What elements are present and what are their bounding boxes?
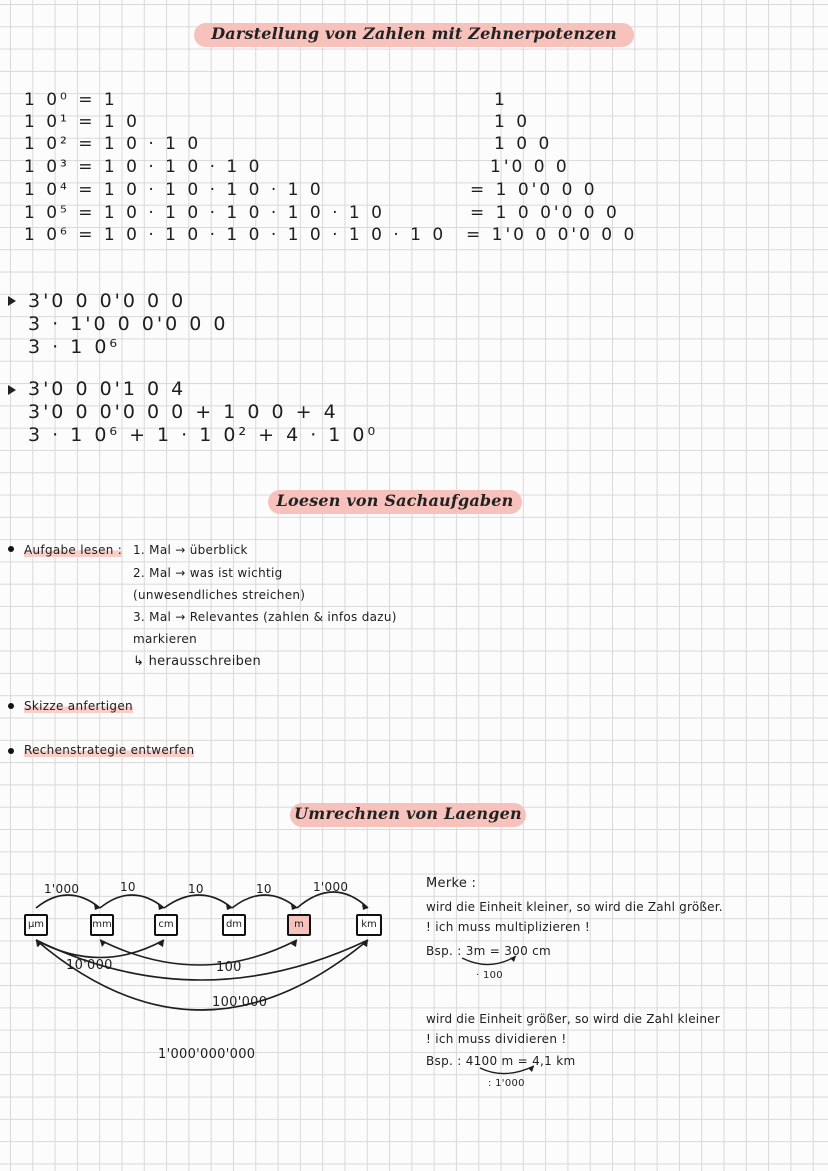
factor-label: 10'000 <box>66 958 113 973</box>
power-value: = 1'0 0 0'0 0 0 <box>466 225 638 245</box>
rule-larger-unit: wird die Einheit größer, so wird die Zahl kleiner <box>426 1012 720 1026</box>
factor-label: 1'000 <box>313 880 349 894</box>
power-value: = 1 0 0'0 0 0 <box>470 203 620 223</box>
power-row: 1 0¹ = 1 0 <box>24 112 140 132</box>
task-sketch: Skizze anfertigen <box>24 699 133 713</box>
task-step: 1. Mal → überblick <box>133 543 248 557</box>
power-row: 1 0³ = 1 0 · 1 0 · 1 0 <box>24 157 263 177</box>
task-strategy: Rechenstrategie entwerfen <box>24 743 195 757</box>
power-row: 1 0⁶ = 1 0 · 1 0 · 1 0 · 1 0 · 1 0 · 1 0 <box>24 225 447 245</box>
power-value: 1 0 0 <box>494 134 553 154</box>
factor-label: 10 <box>188 882 204 896</box>
example-line: 3 · 1 0⁶ <box>28 336 121 358</box>
section-title-lengths: Umrechnen von Laengen <box>290 803 526 827</box>
power-row: 1 0⁰ = 1 <box>24 90 118 110</box>
unit-box-mm: mm <box>90 914 114 936</box>
power-row: 1 0² = 1 0 · 1 0 <box>24 134 202 154</box>
rule-multiply-note: ! ich muss multiplizieren ! <box>426 920 590 934</box>
power-value: 1 0 <box>494 112 531 132</box>
power-row: 1 0⁴ = 1 0 · 1 0 · 1 0 · 1 0 <box>24 180 324 200</box>
task-step: markieren <box>133 632 198 646</box>
task-step: ↳ herausschreiben <box>133 654 262 669</box>
task-step: 2. Mal → was ist wichtig <box>133 566 283 580</box>
factor-label: 100 <box>216 960 242 975</box>
rule-divide-note: ! ich muss dividieren ! <box>426 1032 567 1046</box>
example-line: 3'0 0 0'0 0 0 + 1 0 0 + 4 <box>28 401 339 423</box>
task-read-label: Aufgabe lesen : <box>24 543 123 557</box>
power-row: 1 0⁵ = 1 0 · 1 0 · 1 0 · 1 0 · 1 0 <box>24 203 385 223</box>
section-title-tasks: Loesen von Sachaufgaben <box>268 490 522 514</box>
power-value: 1'0 0 0 <box>490 157 570 177</box>
power-value: 1 <box>494 90 508 110</box>
rule-smaller-unit: wird die Einheit kleiner, so wird die Zahl größer. <box>426 900 723 914</box>
factor-label: 1'000 <box>44 882 80 896</box>
task-step: (unwesendliches streichen) <box>133 588 306 602</box>
factor-label: 10 <box>256 882 272 896</box>
example-multiply-factor: · 100 <box>476 970 503 981</box>
factor-label: 10 <box>120 880 136 894</box>
example-line: 3'0 0 0'0 0 0 <box>28 290 187 312</box>
example-line: 3'0 0 0'1 0 4 <box>28 378 187 400</box>
merke-title: Merke : <box>426 876 477 891</box>
unit-box-km: km <box>356 914 382 936</box>
example-line: 3 · 1 0⁶ + 1 · 1 0² + 4 · 1 0⁰ <box>28 424 379 446</box>
example-line: 3 · 1'0 0 0'0 0 0 <box>28 313 229 335</box>
unit-box-dm: dm <box>222 914 246 936</box>
factor-label: 1'000'000'000 <box>158 1047 256 1062</box>
power-value: = 1 0'0 0 0 <box>470 180 598 200</box>
task-step: 3. Mal → Relevantes (zahlen & infos dazu) <box>133 610 397 624</box>
section-title-powers: Darstellung von Zahlen mit Zehnerpotenzen <box>194 23 634 47</box>
unit-box-um: µm <box>24 914 48 936</box>
factor-label: 100'000 <box>212 995 268 1010</box>
unit-box-cm: cm <box>154 914 178 936</box>
example-divide: Bsp. : 4100 m = 4,1 km <box>426 1054 576 1068</box>
example-multiply: Bsp. : 3m = 300 cm <box>426 944 552 958</box>
unit-box-m: m <box>287 914 311 936</box>
example-divide-factor: : 1'000 <box>488 1078 525 1089</box>
